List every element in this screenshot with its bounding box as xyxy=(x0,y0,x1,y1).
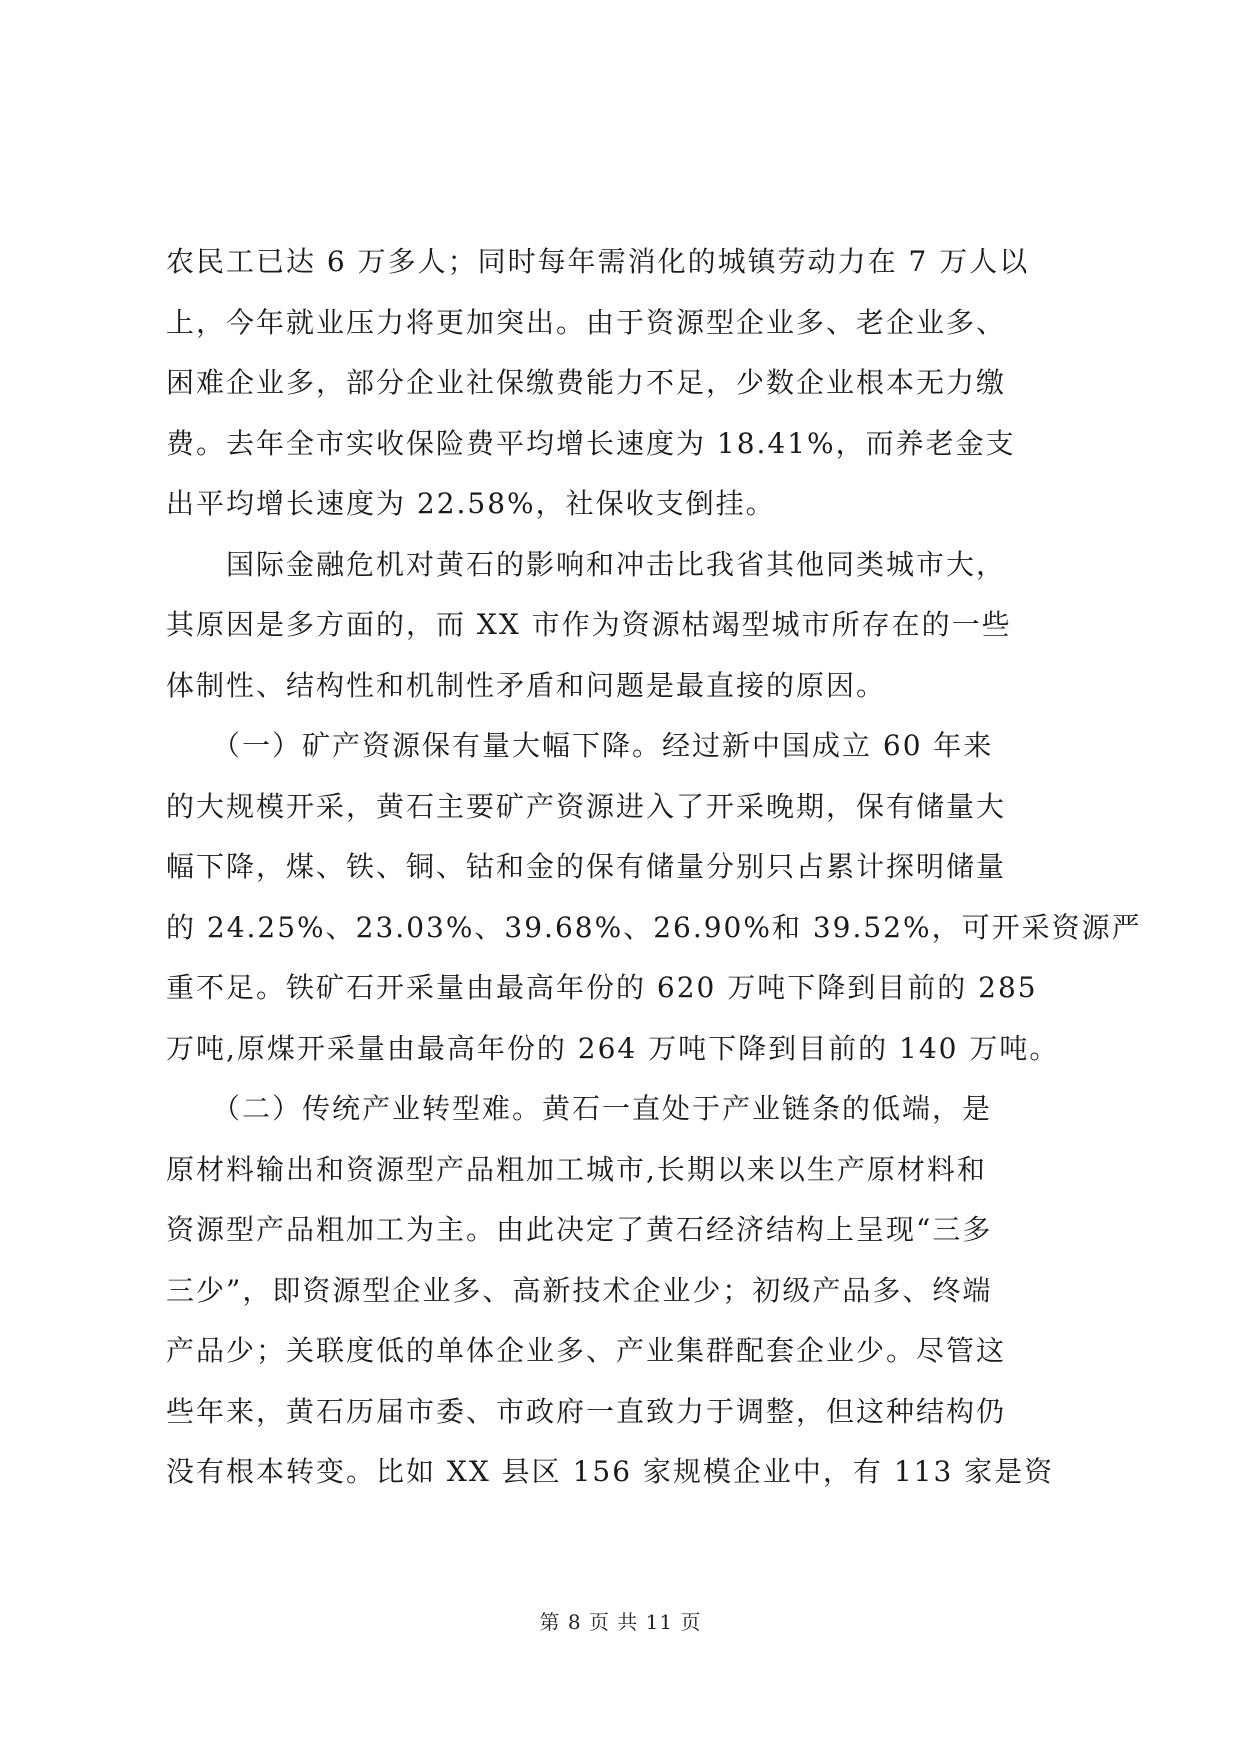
text-line: 万吨,原煤开采量由最高年份的 264 万吨下降到目前的 140 万吨。 xyxy=(166,1031,1060,1065)
text-line: 三少”，即资源型企业多、高新技术企业少；初级产品多、终端 xyxy=(166,1273,993,1307)
text-line: 出平均增长速度为 22.58%，社保收支倒挂。 xyxy=(166,487,776,520)
text-line: 费。去年全市实收保险费平均增长速度为 18.41%，而养老金支 xyxy=(166,426,1016,460)
text-line: （二）传统产业转型难。黄石一直处于产业链条的低端，是 xyxy=(166,1092,993,1125)
text-line: 重不足。铁矿石开采量由最高年份的 620 万吨下降到目前的 285 xyxy=(166,971,1038,1004)
text-line: 幅下降，煤、铁、铜、钴和金的保有储量分别只占累计探明储量 xyxy=(166,850,1007,883)
text-line: 农民工已达 6 万多人；同时每年需消化的城镇劳动力在 7 万人以 xyxy=(166,245,1030,278)
text-line: 产品少；关联度低的单体企业多、产业集群配套企业少。尽管这 xyxy=(166,1334,1007,1367)
text-line: 原材料输出和资源型产品粗加工城市,长期以来以生产原材料和 xyxy=(166,1152,987,1186)
text-line: 上，今年就业压力将更加突出。由于资源型企业多、老企业多、 xyxy=(166,305,1007,339)
text-line: 体制性、结构性和机制性矛盾和问题是最直接的原因。 xyxy=(166,668,887,702)
text-line: 国际金融危机对黄石的影响和冲击比我省其他同类城市大， xyxy=(166,547,1007,581)
page-footer xyxy=(0,1606,1241,1635)
document-body xyxy=(166,232,1142,1503)
text-line: 其原因是多方面的，而 XX 市作为资源枯竭型城市所存在的一些 xyxy=(166,608,1012,641)
text-line: 的 24.25%、23.03%、39.68%、26.90%和 39.52%，可开采资源严 xyxy=(166,910,1142,944)
page-number-label: 第 8 页 共 11 页 xyxy=(539,1610,702,1634)
text-line: 没有根本转变。比如 XX 县区 156 家规模企业中，有 113 家是资 xyxy=(166,1455,1055,1488)
text-line: 困难企业多，部分企业社保缴费能力不足，少数企业根本无力缴 xyxy=(166,366,1007,399)
text-line: （一）矿产资源保有量大幅下降。经过新中国成立 60 年来 xyxy=(166,729,994,762)
text-line: 资源型产品粗加工为主。由此决定了黄石经济结构上呈现“三多 xyxy=(166,1213,993,1246)
text-line: 些年来，黄石历届市委、市政府一直致力于调整，但这种结构仍 xyxy=(166,1394,1007,1428)
text-line: 的大规模开采，黄石主要矿产资源进入了开采晚期，保有储量大 xyxy=(166,789,1007,823)
